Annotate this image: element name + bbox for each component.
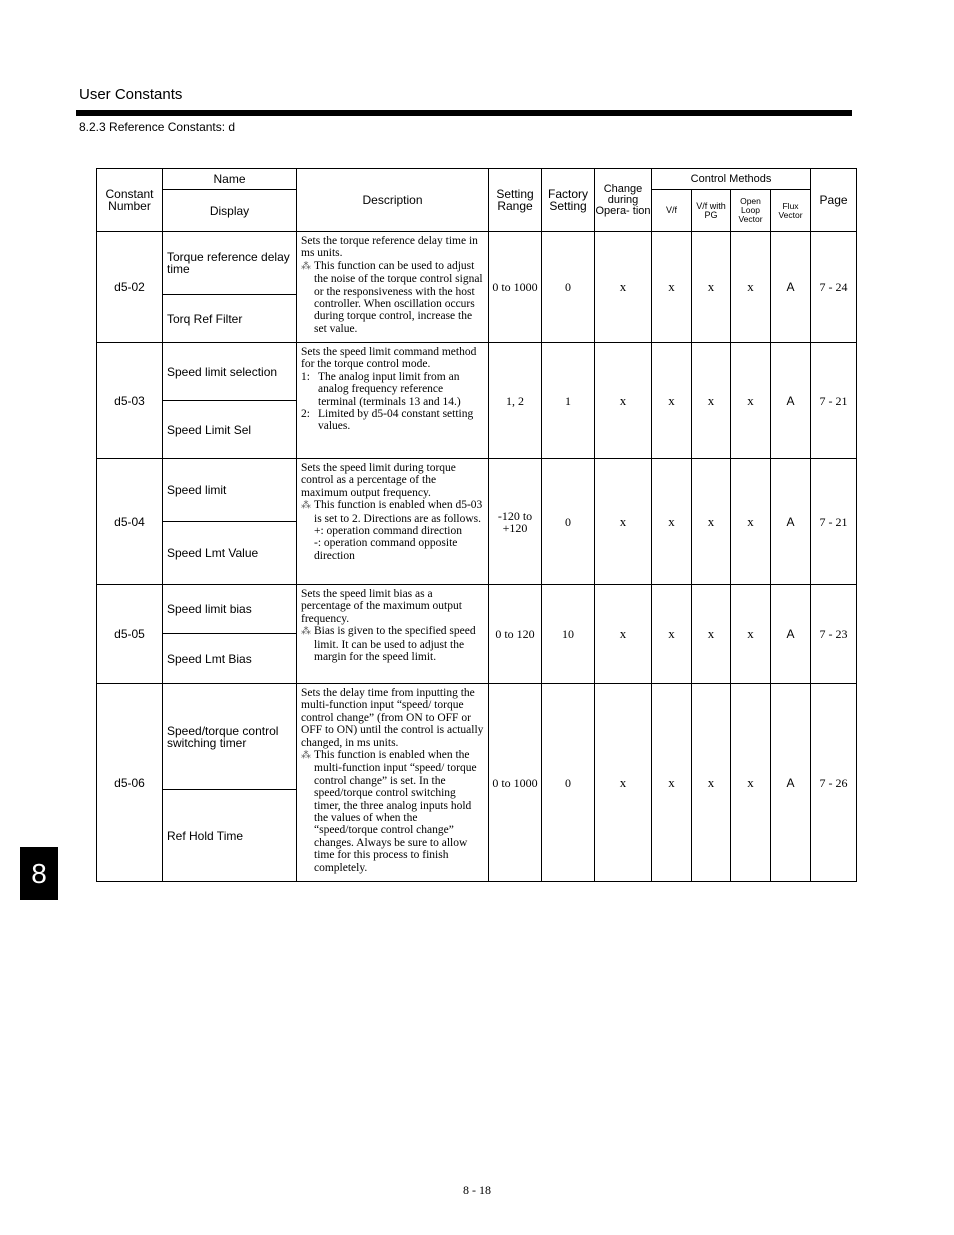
setting-range: 0 to 1000 — [489, 684, 542, 882]
change-during-operation: x — [595, 684, 652, 882]
constant-display: Speed Lmt Value — [163, 522, 297, 585]
constant-name: Speed/torque control switching timer — [163, 684, 297, 790]
description-item — [301, 408, 484, 433]
reference-constants-table-wrap — [96, 168, 856, 882]
control-open-loop-vector: x — [731, 459, 771, 585]
constant-display: Ref Hold Time — [163, 790, 297, 882]
page-reference: 7 - 23 — [811, 585, 857, 684]
constant-number: d5-02 — [97, 232, 163, 343]
constant-name: Speed limit — [163, 459, 297, 522]
header-page: Page — [811, 169, 857, 232]
control-open-loop-vector: x — [731, 585, 771, 684]
header-vf: V/f — [652, 190, 692, 232]
control-flux-vector: A — [771, 232, 811, 343]
control-vf: x — [652, 232, 692, 343]
control-vf-pg: x — [692, 585, 731, 684]
page-number: 8 - 18 — [463, 1183, 491, 1197]
header-factory-setting: Factory Setting — [542, 169, 595, 232]
constant-description — [297, 684, 489, 882]
control-flux-vector: A — [771, 585, 811, 684]
header-vf-with-pg: V/f with PG — [692, 190, 731, 232]
note-text: This function is enabled when the multi-function input “speed/ torque control change” is set. In the speed/torque control switching timer, the three analog inputs hold the values of when the “speed/torque control change” changes. Always be sure to allow time for this process to finish completely. — [314, 749, 477, 874]
item-mark: 2: — [301, 408, 310, 421]
page-reference: 7 - 24 — [811, 232, 857, 343]
factory-setting: 0 — [542, 684, 595, 882]
description-text: Sets the speed limit bias as a percentage of the maximum output frequency. — [301, 588, 462, 625]
control-vf-pg: x — [692, 684, 731, 882]
constant-description — [297, 343, 489, 459]
header-row-1 — [97, 169, 857, 190]
table-row — [97, 343, 857, 401]
constant-number: d5-04 — [97, 459, 163, 585]
factory-setting: 0 — [542, 232, 595, 343]
control-vf: x — [652, 343, 692, 459]
factory-setting: 10 — [542, 585, 595, 684]
table-row — [97, 459, 857, 522]
header-flux-vector: Flux Vector — [771, 190, 811, 232]
header-description: Description — [297, 169, 489, 232]
header-name: Name — [163, 169, 297, 190]
note-text: Bias is given to the specified speed limit. It can be used to adjust the margin for the speed limit. — [314, 625, 476, 664]
note-text: This function can be used to adjust the noise of the torque control signal or the responsiveness with the host controller. When oscillation occurs during torque control, increase the set value. — [314, 259, 483, 335]
description-note — [301, 499, 484, 525]
constant-description — [297, 232, 489, 343]
constant-number: d5-03 — [97, 343, 163, 459]
description-note — [301, 260, 484, 335]
change-during-operation: x — [595, 343, 652, 459]
chapter-tab: 8 — [20, 847, 58, 900]
page-reference: 7 - 26 — [811, 684, 857, 882]
item-text: The analog input limit from an analog frequency reference terminal (terminals 13 and 14.) — [318, 370, 461, 408]
constant-name: Speed limit selection — [163, 343, 297, 401]
page-reference: 7 - 21 — [811, 459, 857, 585]
control-vf-pg: x — [692, 459, 731, 585]
description-text: Sets the delay time from inputting the multi-function input “speed/ torque control change” (from ON to OFF or OFF to ON) until the control is actually changed, in ms units. — [301, 687, 484, 749]
constant-display: Torq Ref Filter — [163, 295, 297, 343]
factory-setting: 1 — [542, 343, 595, 459]
item-mark: 1: — [301, 370, 310, 383]
description-note — [301, 749, 484, 874]
change-during-operation: x — [595, 232, 652, 343]
note-icon: ⁂ — [301, 626, 311, 638]
change-during-operation: x — [595, 585, 652, 684]
constant-description — [297, 459, 489, 585]
control-vf: x — [652, 459, 692, 585]
control-open-loop-vector: x — [731, 343, 771, 459]
header-control-methods: Control Methods — [652, 169, 811, 190]
setting-range: -120 to +120 — [489, 459, 542, 585]
table-row — [97, 585, 857, 634]
note-icon: ⁂ — [301, 260, 311, 272]
change-during-operation: x — [595, 459, 652, 585]
control-open-loop-vector: x — [731, 684, 771, 882]
control-flux-vector: A — [771, 684, 811, 882]
control-vf: x — [652, 684, 692, 882]
reference-constants-table — [96, 168, 857, 882]
setting-range: 1, 2 — [489, 343, 542, 459]
item-text: Limited by d5-04 constant setting values. — [318, 408, 474, 433]
header-rule — [76, 110, 852, 116]
control-flux-vector: A — [771, 343, 811, 459]
header-constant-number: Constant Number — [97, 169, 163, 232]
description-text: Sets the speed limit command method for the torque control mode. — [301, 346, 477, 371]
header-setting-range: Setting Range — [489, 169, 542, 232]
constant-display: Speed Limit Sel — [163, 401, 297, 459]
description-text: Sets the torque reference delay time in ms units. — [301, 235, 478, 260]
setting-range: 0 to 120 — [489, 585, 542, 684]
control-vf: x — [652, 585, 692, 684]
header-display: Display — [163, 190, 297, 232]
table-row — [97, 684, 857, 790]
control-flux-vector: A — [771, 459, 811, 585]
constant-display: Speed Lmt Bias — [163, 634, 297, 684]
description-text: Sets the speed limit during torque control as a percentage of the maximum output frequency. — [301, 462, 456, 499]
control-vf-pg: x — [692, 232, 731, 343]
section-title: User Constants — [79, 86, 183, 103]
constant-description — [297, 585, 489, 684]
page-reference: 7 - 21 — [811, 343, 857, 459]
control-vf-pg: x — [692, 343, 731, 459]
direction-line: +: operation command direction — [314, 525, 462, 538]
note-text: This function is enabled when d5-03 is set to 2. Directions are as follows. — [314, 499, 483, 525]
header-open-loop-vector: Open Loop Vector — [731, 190, 771, 232]
control-open-loop-vector: x — [731, 232, 771, 343]
note-icon: ⁂ — [301, 500, 311, 512]
constant-number: d5-06 — [97, 684, 163, 882]
description-item — [301, 371, 484, 408]
direction-line: -: operation command opposite direction — [314, 537, 458, 562]
constant-number: d5-05 — [97, 585, 163, 684]
factory-setting: 0 — [542, 459, 595, 585]
note-icon: ⁂ — [301, 750, 311, 762]
header-change-during-operation: Change during Opera- tion — [595, 169, 652, 232]
constant-name: Torque reference delay time — [163, 232, 297, 295]
setting-range: 0 to 1000 — [489, 232, 542, 343]
constant-name: Speed limit bias — [163, 585, 297, 634]
description-note — [301, 625, 484, 663]
subsection-heading: 8.2.3 Reference Constants: d — [79, 120, 236, 134]
table-row — [97, 232, 857, 295]
